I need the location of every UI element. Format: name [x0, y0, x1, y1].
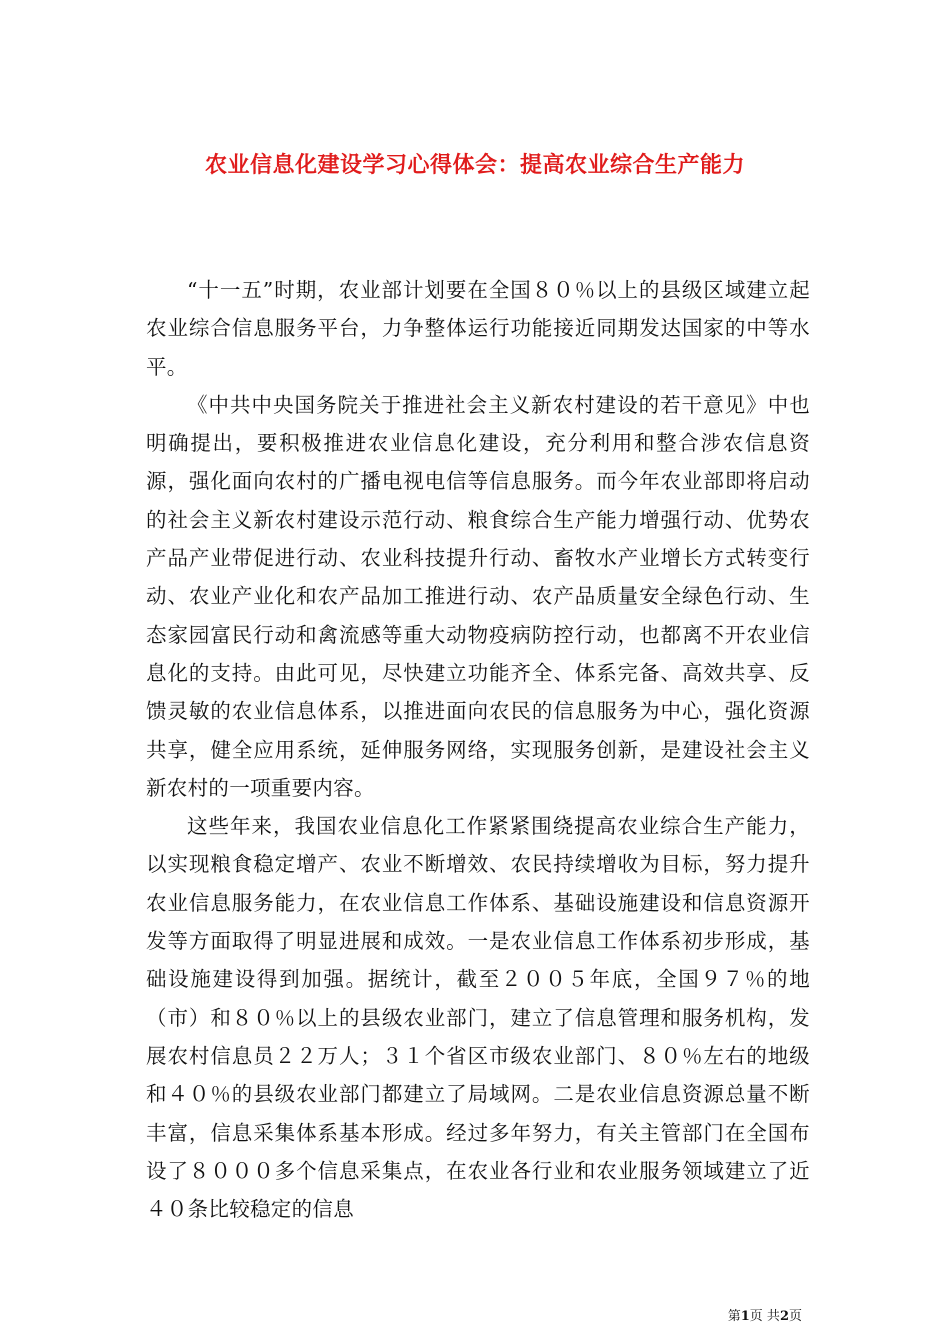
footer-suffix: 页 [788, 1309, 802, 1324]
total-pages-number: 2 [779, 1309, 789, 1324]
current-page-number: 1 [740, 1309, 750, 1324]
page-number-footer [728, 1308, 802, 1326]
paragraph-1: “十一五”时期，农业部计划要在全国８０％以上的县级区域建立起农业综合信息服务平台，力争整体运行功能接近同期发达国家的中等水平。 [146, 278, 810, 379]
paragraph-3: 这些年来，我国农业信息化工作紧紧围绕提高农业综合生产能力，以实现粮食稳定增产、农业不断增效、农民持续增收为目标，努力提升农业信息服务能力，在农业信息工作体系、基础设施建设和信息资源开发等方面取得了明显进展和成效。一是农业信息工作体系初步形成，基础设施建设得到加强。据统计，截至２００５年底，全国９７％的地（市）和８０％以上的县级农业部门，建立了信息管理和服务机构，发展农村信息员２２万人；３１个省区市级农业部门、８０％左右的地级和４０％的县级农业部门都建立了局域网。二是农业信息资源总量不断丰富，信息采集体系基本形成。经过多年努力，有关主管部门在全国布设了８０００多个信息采集点，在农业各行业和农业服务领域建立了近４０条比较稳定的信息 [146, 814, 810, 1222]
document-body [146, 271, 810, 1228]
footer-middle: 页 共 [749, 1309, 780, 1324]
document-title: 农业信息化建设学习心得体会：提高农业综合生产能力 [204, 151, 745, 178]
paragraph-2: 《中共中央国务院关于推进社会主义新农村建设的若干意见》中也明确提出，要积极推进农业信息化建设，充分利用和整合涉农信息资源，强化面向农村的广播电视电信等信息服务。而今年农业部即将启动的社会主义新农村建设示范行动、粮食综合生产能力增强行动、优势农产品产业带促进行动、农业科技提升行动、畜牧水产业增长方式转变行动、农业产业化和农产品加工推进行动、农产品质量安全绿色行动、生态家园富民行动和禽流感等重大动物疫病防控行动，也都离不开农业信息化的支持。由此可见，尽快建立功能齐全、体系完备、高效共享、反馈灵敏的农业信息体系，以推进面向农民的信息服务为中心，强化资源共享，健全应用系统，延伸服务网络，实现服务创新，是建设社会主义新农村的一项重要内容。 [146, 392, 810, 800]
footer-prefix: 第 [727, 1309, 741, 1324]
